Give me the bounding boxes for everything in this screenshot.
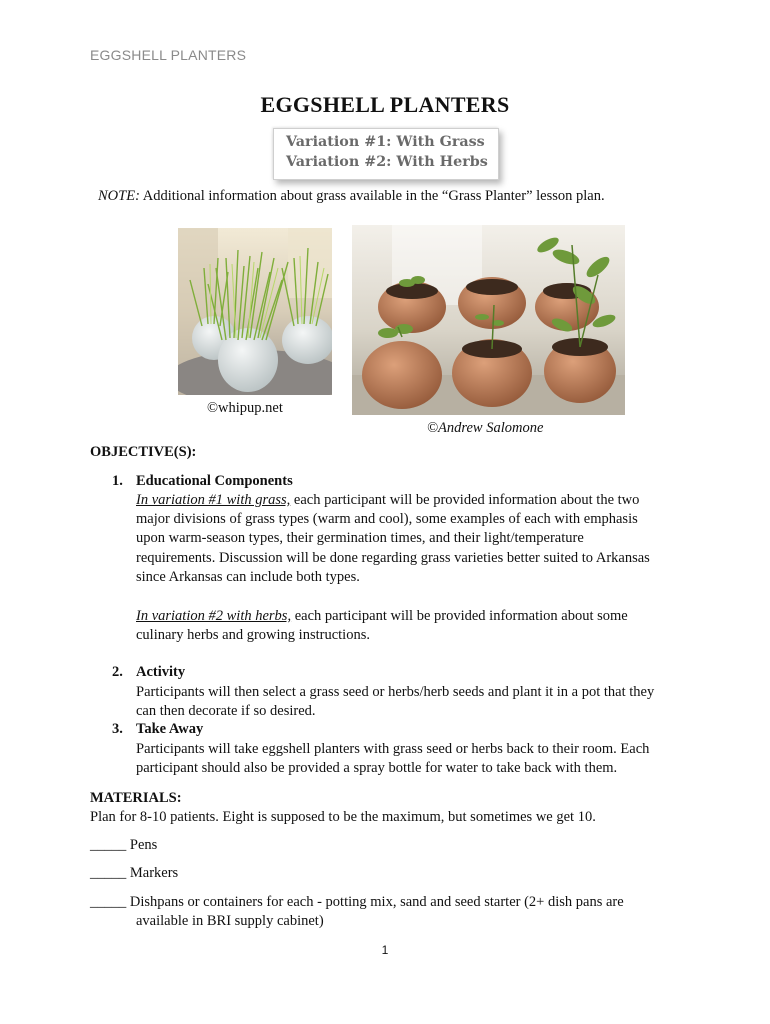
grass-eggshell-image (178, 228, 332, 395)
paragraph-line: since Arkansas can include both types. (136, 568, 360, 585)
running-header: EGGSHELL PLANTERS (90, 47, 247, 63)
paragraph-line: requirements. Discussion will be done regarding grass varieties better suited to Arkansas (136, 549, 650, 566)
variation-1-lead: In variation #1 with grass, (136, 492, 291, 508)
herb-eggshell-photo (352, 225, 625, 415)
paragraph-line: Participants will then select a grass seed or herbs/herb seeds and plant it in a pot that they (136, 684, 655, 700)
objective-3-title: Take Away (136, 721, 204, 737)
objective-2-paragraph (136, 683, 696, 721)
objective-1-paragraph-2 (136, 607, 696, 645)
paragraph-line: can then decorate if so desired. (136, 703, 316, 720)
paragraph-line: upon warm-season types, their germination times, and their light/temperature (136, 530, 584, 547)
variation-2-lead: In variation #2 with herbs, (136, 608, 292, 624)
paragraph-line: each participant will be provided information about the two (290, 492, 640, 508)
page-number: 1 (381, 943, 389, 957)
materials-plan: Plan for 8-10 patients. Eight is supposed to be the maximum, but sometimes we get 10. (90, 809, 596, 825)
paragraph-line: major divisions of grass types (warm and cool), some examples of each with emphasis (136, 511, 638, 528)
objectives-heading: OBJECTIVE(S): (90, 444, 197, 460)
variation-1: Variation #1: With Grass (286, 134, 485, 150)
grass-eggshell-photo (178, 228, 332, 395)
material-item-markers: _____ Markers (90, 865, 179, 881)
material-item-dishpans: _____ Dishpans or containers for each - potting mix, sand and seed starter (2+ dish pans are (90, 894, 624, 910)
paragraph-line: each participant will be provided information about some (291, 608, 628, 624)
material-item-dishpans-cont: available in BRI supply cabinet) (136, 913, 324, 929)
image-caption-salomone: ©Andrew Salomone (427, 420, 544, 436)
objective-1-title: Educational Components (136, 473, 293, 489)
objective-3-number: 3. (112, 721, 123, 737)
note (98, 188, 605, 205)
objective-2-number: 2. (112, 664, 123, 680)
variations-box (273, 128, 499, 180)
herb-eggshell-image (352, 225, 625, 415)
note-label: NOTE: (98, 188, 140, 204)
image-caption-whipup: ©whipup.net (207, 400, 283, 416)
note-text: Additional information about grass available in the “Grass Planter” lesson plan. (139, 188, 605, 204)
objective-1-paragraph-1 (136, 491, 696, 587)
variation-2: Variation #2: With Herbs (286, 154, 488, 170)
document-title: EGGSHELL PLANTERS (260, 92, 510, 117)
objective-1-number: 1. (112, 473, 123, 489)
paragraph-line: culinary herbs and growing instructions. (136, 627, 370, 644)
materials-heading: MATERIALS: (90, 790, 182, 806)
paragraph-line: participant should also be provided a spray bottle for water to take back with them. (136, 760, 618, 777)
objective-3-paragraph (136, 740, 696, 778)
material-item-pens: _____ Pens (90, 837, 158, 853)
paragraph-line: Participants will take eggshell planters with grass seed or herbs back to their room. Each (136, 741, 650, 757)
objective-2-title: Activity (136, 664, 186, 680)
